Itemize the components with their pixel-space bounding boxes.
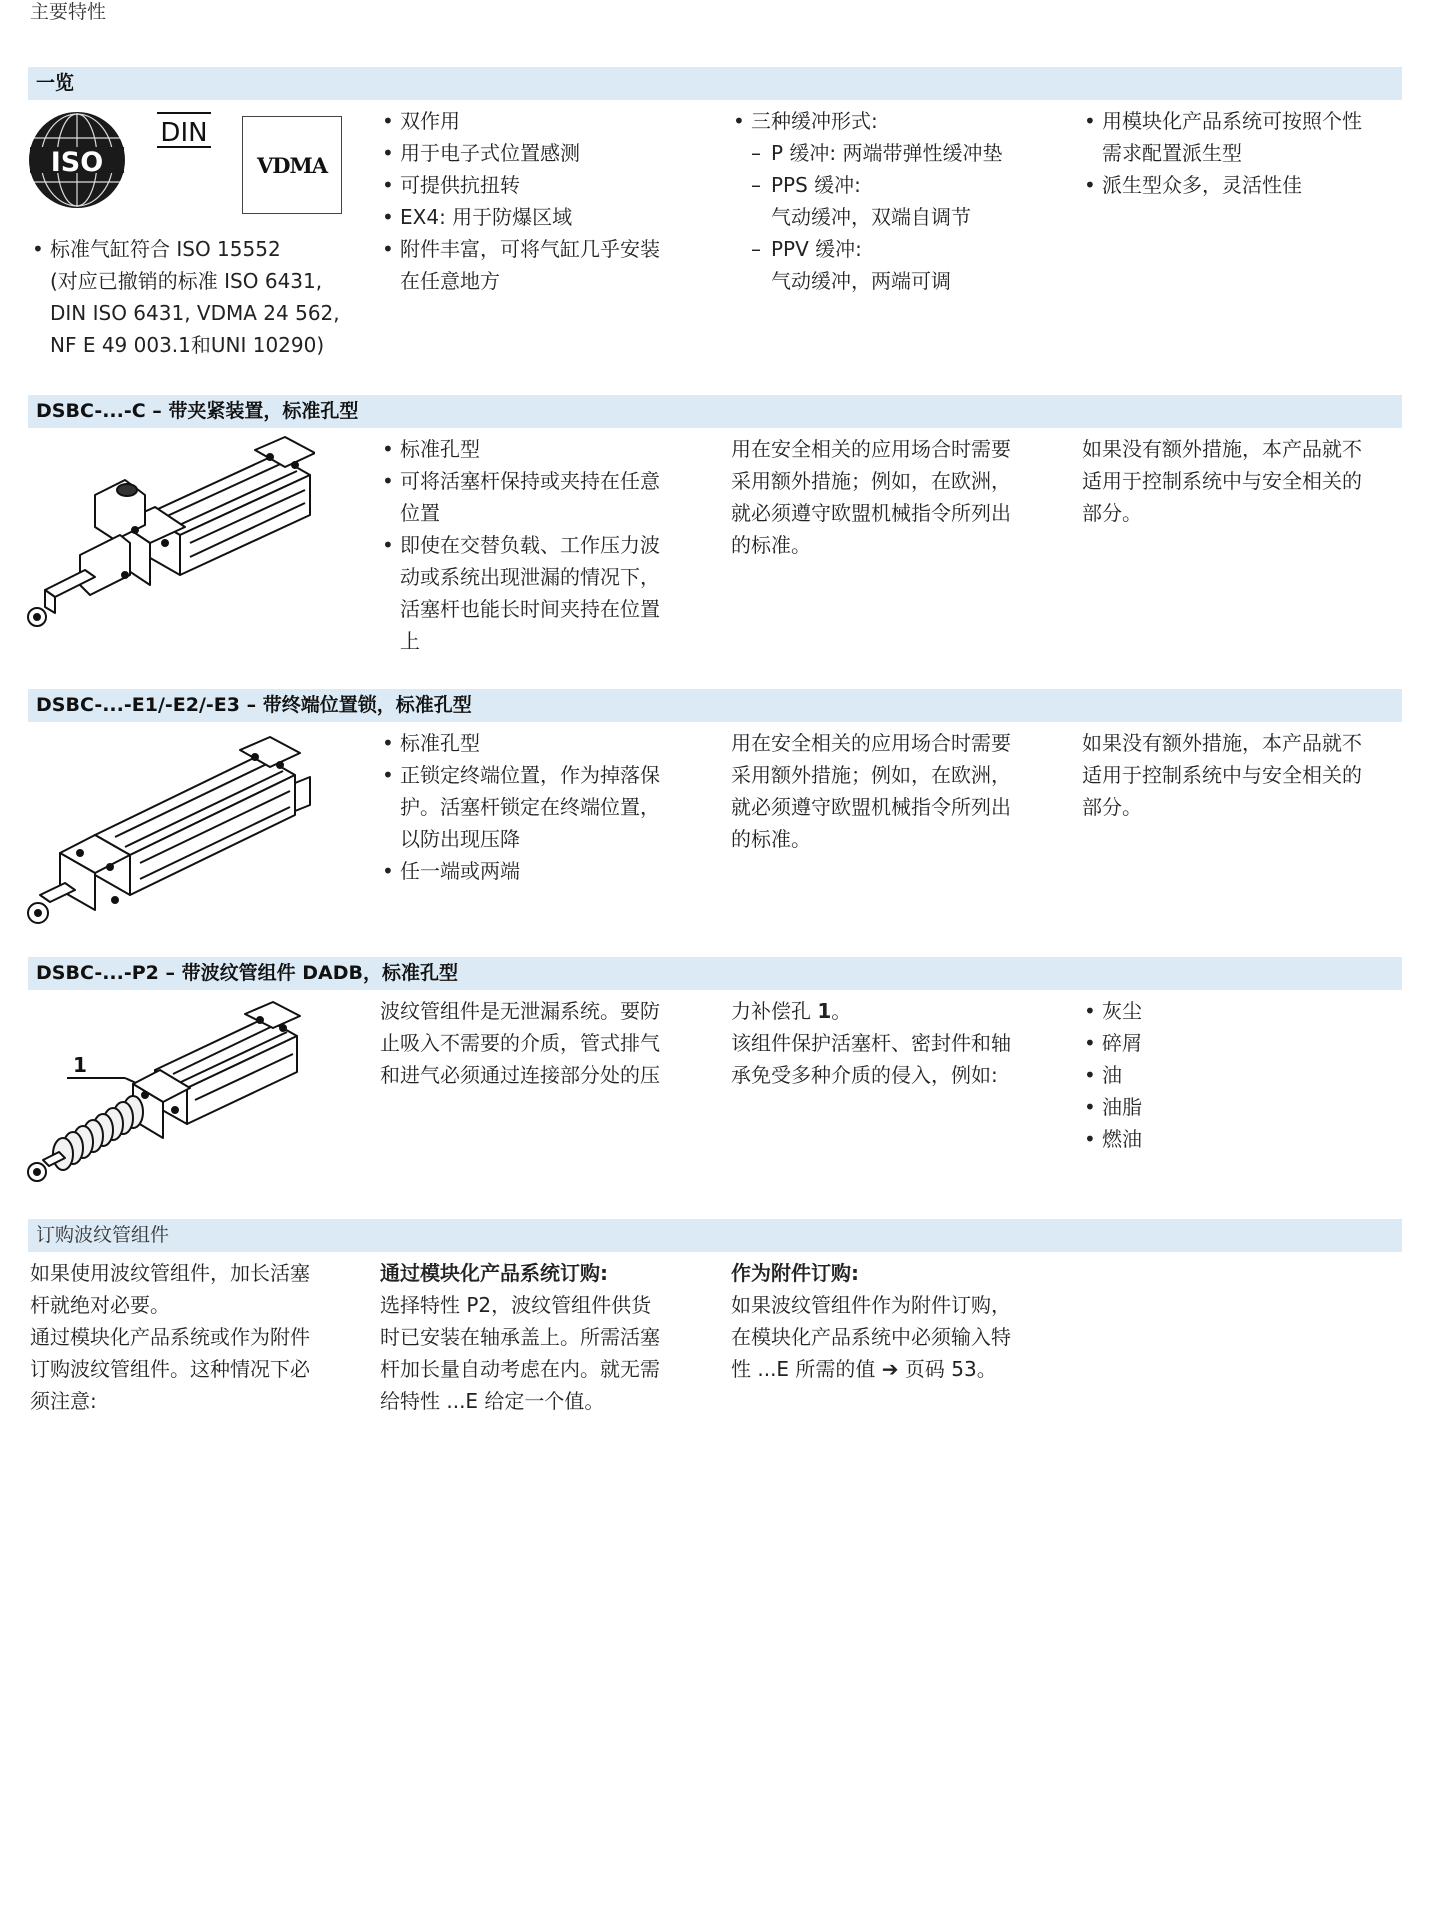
ordering-intro (30, 1257, 360, 1417)
callout-number: 1 (73, 1053, 87, 1077)
text-line: 时已安装在轴承盖上。所需活塞 (380, 1325, 660, 1349)
text-line (731, 1353, 1061, 1385)
text-line: 杆就绝对必要。 (30, 1293, 170, 1317)
svg-text:ISO: ISO (50, 147, 104, 178)
text-line: 杆加长量自动考虑在内。就无需 (380, 1357, 660, 1381)
cushioning-ppv-desc: 气动缓冲，两端可调 (771, 269, 951, 293)
text-line: 如果没有额外措施，本产品就不 (1082, 731, 1362, 755)
ordering-accessory-title: 作为附件订购: (731, 1261, 859, 1285)
text-line: 就必须遵守欧盟机械指令所列出 (731, 501, 1011, 525)
text-line: 部分。 (1082, 795, 1142, 819)
text-line: 用在安全相关的应用场合时需要 (731, 437, 1011, 461)
feature-item-cont: 以防出现压降 (400, 827, 520, 851)
section-header-bellows: DSBC-...-P2 – 带波纹管组件 DADB，标准孔型 (28, 957, 1402, 990)
text-line: 适用于控制系统中与安全相关的 (1082, 763, 1362, 787)
text-fragment: 力补偿孔 (731, 999, 818, 1023)
ordering-modular (380, 1257, 710, 1417)
standard-note: (对应已撤销的标准 ISO 6431, (50, 269, 323, 293)
svg-text:VDMA: VDMA (256, 153, 328, 178)
feature-item: • 用于电子式位置感测 (380, 137, 710, 169)
text-line: 选择特性 P2，波纹管组件供货 (380, 1293, 652, 1317)
modular-item-cont: 需求配置派生型 (1102, 141, 1242, 165)
vdma-logo (242, 116, 342, 214)
cushioning-pps: – PPS 缓冲: (751, 169, 1061, 201)
ordering-modular-title: 通过模块化产品系统订购: (380, 1261, 608, 1285)
feature-item: • 正锁定终端位置，作为掉落保 (380, 759, 710, 791)
text-line: 的标准。 (731, 533, 811, 557)
feature-item: • 任一端或两端 (380, 855, 710, 887)
overview-standards (30, 233, 350, 361)
page-reference[interactable]: 页码 53。 (898, 1357, 997, 1381)
text-line: 该组件保护活塞杆、密封件和轴 (731, 1031, 1011, 1055)
feature-item-cont: 在任意地方 (400, 269, 500, 293)
text-line: 的标准。 (731, 827, 811, 851)
feature-item-cont: 上 (400, 629, 420, 653)
text-fragment: 。 (831, 999, 852, 1023)
clamping-warning (1082, 433, 1412, 529)
cushioning-ppv: – PPV 缓冲: (751, 233, 1061, 265)
modular-item: • 派生型众多，灵活性佳 (1082, 169, 1412, 201)
page-title: 主要特性 (30, 1, 107, 23)
text-line: 止吸入不需要的介质，管式排气 (380, 1031, 660, 1055)
bellows-description (380, 995, 710, 1091)
text-line: 采用额外措施；例如，在欧洲， (731, 763, 1011, 787)
text-line (731, 995, 1061, 1027)
text-line: 用在安全相关的应用场合时需要 (731, 731, 1011, 755)
clamping-features (380, 433, 710, 657)
feature-item: • 可提供抗扭转 (380, 169, 710, 201)
section-header-ordering: 订购波纹管组件 (28, 1219, 1402, 1252)
feature-item-cont: 位置 (400, 501, 440, 525)
standard-note: DIN ISO 6431, VDMA 24 562, (50, 301, 340, 325)
text-line: 在模块化产品系统中必须输入特 (731, 1325, 1011, 1349)
text-line: 给特性 ...E 给定一个值。 (380, 1389, 605, 1413)
ordering-accessory (731, 1257, 1061, 1385)
text-line: 部分。 (1082, 501, 1142, 525)
overview-cushioning (731, 105, 1061, 297)
iso-logo (28, 111, 126, 209)
section-header-overview: 一览 (28, 67, 1402, 100)
feature-item: • 双作用 (380, 105, 710, 137)
feature-item: • 标准孔型 (380, 727, 710, 759)
feature-item-cont: 活塞杆也能长时间夹持在位置 (400, 597, 660, 621)
media-item: • 碎屑 (1082, 1027, 1412, 1059)
feature-item-cont: 动或系统出现泄漏的情况下， (400, 565, 660, 589)
text-line: 如果波纹管组件作为附件订购， (731, 1293, 1011, 1317)
feature-item: • 附件丰富，可将气缸几乎安装 (380, 233, 710, 265)
text-line: 承免受多种介质的侵入，例如: (731, 1063, 998, 1087)
feature-item-cont: 护。活塞杆锁定在终端位置， (400, 795, 660, 819)
overview-features (380, 105, 710, 297)
din-logo (155, 110, 215, 150)
clamping-safety-note (731, 433, 1061, 561)
bellows-description-cont (731, 995, 1061, 1091)
bellows-media-list (1082, 995, 1412, 1155)
text-line: 和进气必须通过连接部分处的压 (380, 1063, 660, 1087)
end-lock-features (380, 727, 710, 887)
text-line: 如果使用波纹管组件，加长活塞 (30, 1261, 310, 1285)
cushioning-title: • 三种缓冲形式: (731, 105, 1061, 137)
media-item: • 灰尘 (1082, 995, 1412, 1027)
text-line: 如果没有额外措施，本产品就不 (1082, 437, 1362, 461)
arrow-right-icon: ➔ (881, 1357, 899, 1381)
media-item: • 油脂 (1082, 1091, 1412, 1123)
overview-modular (1082, 105, 1412, 201)
cylinder-end-lock-image (25, 735, 315, 930)
feature-item: • 即使在交替负载、工作压力波 (380, 529, 710, 561)
section-header-end-lock: DSBC-...-E1/-E2/-E3 – 带终端位置锁，标准孔型 (28, 689, 1402, 722)
section-header-clamping: DSBC-...-C – 带夹紧装置，标准孔型 (28, 395, 1402, 428)
end-lock-safety-note (731, 727, 1061, 855)
cushioning-p: – P 缓冲: 两端带弹性缓冲垫 (751, 137, 1061, 169)
media-item: • 油 (1082, 1059, 1412, 1091)
standard-note: NF E 49 003.1和UNI 10290) (50, 333, 325, 357)
text-line: 适用于控制系统中与安全相关的 (1082, 469, 1362, 493)
modular-item: • 用模块化产品系统可按照个性 (1082, 105, 1412, 137)
text-line: 通过模块化产品系统或作为附件 (30, 1325, 310, 1349)
media-item: • 燃油 (1082, 1123, 1412, 1155)
text-fragment: 性 ...E 所需的值 (731, 1357, 882, 1381)
cushioning-pps-desc: 气动缓冲，双端自调节 (771, 205, 971, 229)
text-line: 就必须遵守欧盟机械指令所列出 (731, 795, 1011, 819)
end-lock-warning (1082, 727, 1412, 823)
cylinder-clamping-image (25, 435, 315, 635)
text-line: 波纹管组件是无泄漏系统。要防 (380, 999, 660, 1023)
text-line: 订购波纹管组件。这种情况下必 (30, 1357, 310, 1381)
text-line: 须注意: (30, 1389, 97, 1413)
callout-ref: 1 (817, 999, 832, 1023)
feature-item: • EX4: 用于防爆区域 (380, 201, 710, 233)
feature-item: • 标准孔型 (380, 433, 710, 465)
svg-text:DIN: DIN (160, 118, 208, 148)
feature-item: • 可将活塞杆保持或夹持在任意 (380, 465, 710, 497)
text-line: 采用额外措施；例如，在欧洲， (731, 469, 1011, 493)
standard-iso-15552: • 标准气缸符合 ISO 15552 (30, 233, 350, 265)
cylinder-bellows-image (25, 1000, 315, 1190)
